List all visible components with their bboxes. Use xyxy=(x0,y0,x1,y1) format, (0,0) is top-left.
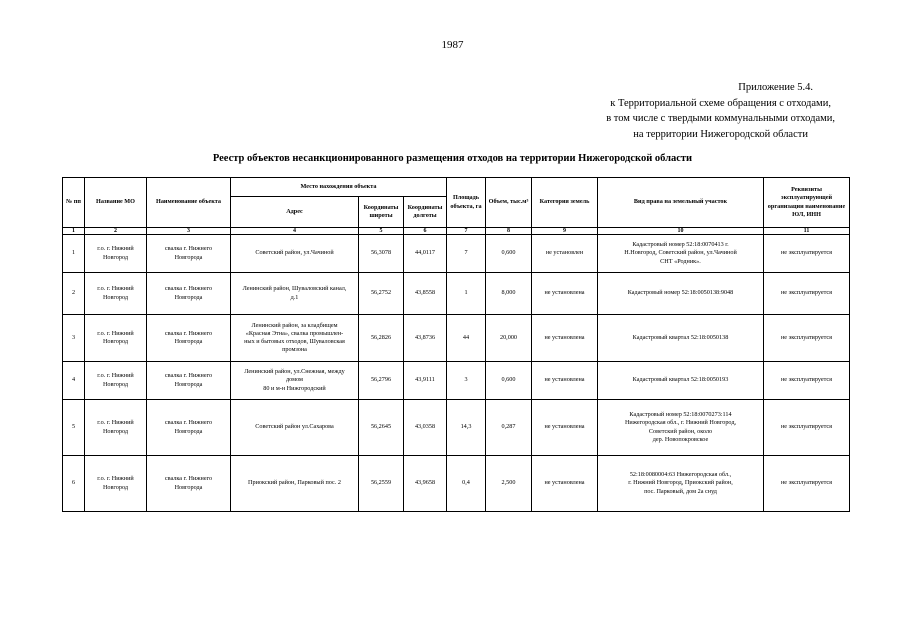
cell-line: 80 и м-н Нижгородский xyxy=(263,384,326,392)
column-number: 4 xyxy=(231,228,359,235)
cell-lat: 56,2752 xyxy=(359,273,404,315)
cell-operator: не эксплуатируется xyxy=(764,456,850,512)
header-object: Наименование объекта xyxy=(147,178,231,228)
cell-category: не установлена xyxy=(532,400,598,456)
cell-line: свалка г. Нижнего xyxy=(164,372,213,380)
cell-line: Советский район, около xyxy=(648,427,713,435)
column-number: 5 xyxy=(359,228,404,235)
cell-lat: 56,2559 xyxy=(359,456,404,512)
appendix-line: в том числе с твердыми коммунальными отходами, xyxy=(606,113,835,124)
cell-line: Новгород xyxy=(102,483,129,491)
cell-line: г. Нижний Новгород, Приокский район, xyxy=(628,479,733,487)
cell-line: Нижегородская обл., г. Нижний Новгород, xyxy=(624,419,737,427)
column-number: 7 xyxy=(447,228,486,235)
appendix-line: Приложение 5.4. xyxy=(738,82,813,93)
cell-mo xyxy=(85,273,147,315)
cell-operator: не эксплуатируется xyxy=(764,273,850,315)
cell-line: Новгород xyxy=(102,293,129,301)
cell-line: Ленинский район, за кладбищем xyxy=(251,321,338,329)
cell-line: Кадастровый номер 52:18:0050138:9048 xyxy=(627,289,734,297)
cell-num: 5 xyxy=(63,400,85,456)
cell-lat: 56,3078 xyxy=(359,235,404,273)
cell-object xyxy=(147,273,231,315)
cell-line: Советский район ул.Сахарова xyxy=(255,423,334,431)
appendix-heading xyxy=(606,80,835,142)
cell-line: Новгорода xyxy=(174,380,203,388)
header-num: № пп xyxy=(63,178,85,228)
cell-volume: 0,287 xyxy=(486,400,532,456)
header-lat: Координаты широты xyxy=(359,197,404,228)
cell-operator: не эксплуатируется xyxy=(764,235,850,273)
column-number: 2 xyxy=(85,228,147,235)
cell-num: 1 xyxy=(63,235,85,273)
cell-rights xyxy=(598,235,764,273)
cell-line: д.1 xyxy=(290,293,299,301)
column-number: 9 xyxy=(532,228,598,235)
column-number-row xyxy=(63,228,850,235)
cell-line: Новгорода xyxy=(174,293,203,301)
cell-mo xyxy=(85,400,147,456)
cell-volume: 0,600 xyxy=(486,235,532,273)
appendix-line: на территории Нижегородской области xyxy=(633,128,808,140)
cell-volume: 2,500 xyxy=(486,456,532,512)
cell-num: 6 xyxy=(63,456,85,512)
cell-address xyxy=(231,315,359,362)
cell-address xyxy=(231,456,359,512)
cell-category: не установлена xyxy=(532,456,598,512)
cell-address xyxy=(231,362,359,400)
cell-area: 0,4 xyxy=(447,456,486,512)
cell-address xyxy=(231,273,359,315)
cell-line: 52:18:0080004:63 Нижегородская обл., xyxy=(629,471,732,479)
cell-object xyxy=(147,400,231,456)
cell-line: Кадастровый номер 52:18:0070273:114 xyxy=(629,411,732,419)
cell-line: свалка г. Нижнего xyxy=(164,329,213,337)
cell-mo xyxy=(85,315,147,362)
page-number: 1987 xyxy=(441,39,464,51)
table-row xyxy=(63,273,850,315)
cell-lon: 43,8736 xyxy=(404,315,447,362)
header-address: Адрес xyxy=(231,197,359,228)
cell-line: г.о. г. Нижний xyxy=(97,475,134,483)
cell-volume: 8,000 xyxy=(486,273,532,315)
cell-line: Новгорода xyxy=(174,338,203,345)
cell-line: г.о. г. Нижний xyxy=(97,285,134,293)
column-number: 11 xyxy=(764,228,850,235)
cell-line: промзона xyxy=(282,346,307,354)
cell-category: не установлена xyxy=(532,362,598,400)
cell-mo xyxy=(85,362,147,400)
cell-line: Кадастровый квартал 52:18:0050193 xyxy=(632,376,729,384)
cell-object xyxy=(147,315,231,362)
cell-line: Кадастровый квартал 52:18:0050138 xyxy=(632,333,729,341)
header-rights: Вид права на земельный участок xyxy=(598,178,764,228)
cell-line: Новгород xyxy=(102,253,129,261)
cell-line: г.о. г. Нижний xyxy=(97,245,134,253)
registry-rows xyxy=(63,235,850,512)
cell-line: ных и бытовых отходов, Шуваловская xyxy=(244,338,345,345)
cell-num: 3 xyxy=(63,315,85,362)
cell-rights xyxy=(598,362,764,400)
cell-line: пос. Парковый, дом 2а снуд xyxy=(644,487,717,495)
header-lon: Координаты долготы xyxy=(404,197,447,228)
cell-num: 2 xyxy=(63,273,85,315)
cell-lon: 43,9111 xyxy=(404,362,447,400)
cell-line: Приокский район, Парковый пос. 2 xyxy=(248,479,341,487)
header-location: Место нахождения объекта xyxy=(231,178,447,197)
header-mo: Название МО xyxy=(85,178,147,228)
cell-mo xyxy=(85,235,147,273)
cell-operator: не эксплуатируется xyxy=(764,362,850,400)
header-operator: Реквизиты эксплуатирующей организации наименование ЮЛ, ИНН xyxy=(764,178,850,228)
cell-lat: 56,2796 xyxy=(359,362,404,400)
cell-line: свалка г. Нижнего xyxy=(164,419,213,427)
cell-line: Ленинский район, Шуваловский канал, xyxy=(242,285,347,293)
cell-lon: 43,8558 xyxy=(404,273,447,315)
cell-line: Новгорода xyxy=(174,253,203,261)
cell-line: г.о. г. Нижний xyxy=(97,372,134,380)
table-row xyxy=(63,400,850,456)
cell-line: домом xyxy=(286,376,303,384)
column-number: 6 xyxy=(404,228,447,235)
cell-area: 7 xyxy=(447,235,486,273)
cell-mo xyxy=(85,456,147,512)
cell-rights xyxy=(598,273,764,315)
cell-area: 1 xyxy=(447,273,486,315)
column-number: 1 xyxy=(63,228,85,235)
cell-line: Ленинский район, ул.Снежная, между xyxy=(244,368,345,376)
cell-category: не установлена xyxy=(532,273,598,315)
cell-line: Новгород xyxy=(102,338,129,345)
cell-operator: не эксплуатируется xyxy=(764,400,850,456)
appendix-line: к Территориальной схеме обращения с отходами, xyxy=(610,97,831,109)
cell-lat: 56,2645 xyxy=(359,400,404,456)
table-row xyxy=(63,456,850,512)
cell-area: 14,3 xyxy=(447,400,486,456)
column-number: 10 xyxy=(598,228,764,235)
cell-line: г.о. г. Нижний xyxy=(97,419,134,427)
registry-table xyxy=(62,177,850,512)
cell-line: «Красная Этна», свалка промышлен- xyxy=(245,329,344,337)
cell-category: не установлена xyxy=(532,315,598,362)
cell-line: СНТ «Родник». xyxy=(660,257,701,265)
cell-line: Новгород xyxy=(102,380,129,388)
cell-lon: 43,0358 xyxy=(404,400,447,456)
cell-address xyxy=(231,400,359,456)
cell-rights xyxy=(598,315,764,362)
column-number: 8 xyxy=(486,228,532,235)
table-row xyxy=(63,235,850,273)
cell-object xyxy=(147,456,231,512)
cell-operator: не эксплуатируется xyxy=(764,315,850,362)
cell-line: свалка г. Нижнего xyxy=(164,285,213,293)
cell-area: 44 xyxy=(447,315,486,362)
cell-line: Советский район, ул.Чачиной xyxy=(255,249,334,257)
cell-volume: 20,000 xyxy=(486,315,532,362)
cell-line: свалка г. Нижнего xyxy=(164,245,213,253)
cell-volume: 0,600 xyxy=(486,362,532,400)
document-title: Реестр объектов несанкционированного размещения отходов на территории Нижегородской области xyxy=(212,153,693,164)
cell-line: Кадастровый номер 52:18:0070413 г. xyxy=(632,241,729,249)
cell-num: 4 xyxy=(63,362,85,400)
cell-rights xyxy=(598,456,764,512)
cell-lon: 43,9658 xyxy=(404,456,447,512)
column-number: 3 xyxy=(147,228,231,235)
cell-lat: 56,2826 xyxy=(359,315,404,362)
cell-line: Новгорода xyxy=(174,427,203,435)
cell-line: дер. Новопокровское xyxy=(652,435,709,443)
cell-address xyxy=(231,235,359,273)
cell-area: 3 xyxy=(447,362,486,400)
header-area: Площадь объекта, га xyxy=(447,178,486,228)
cell-object xyxy=(147,235,231,273)
cell-line: г.о. г. Нижний xyxy=(97,329,134,337)
cell-line: Новгород xyxy=(102,427,129,435)
cell-category: не установлен xyxy=(532,235,598,273)
header-volume: Объем, тыс.м³ xyxy=(486,178,532,228)
cell-line: Н.Новгород, Советский район, ул.Чачиной xyxy=(624,249,737,257)
cell-line: свалка г. Нижнего xyxy=(164,475,213,483)
table-row xyxy=(63,362,850,400)
cell-lon: 44,0117 xyxy=(404,235,447,273)
table-row xyxy=(63,315,850,362)
cell-line: Новгорода xyxy=(174,483,203,491)
header-category: Категория земель xyxy=(532,178,598,228)
cell-rights xyxy=(598,400,764,456)
cell-object xyxy=(147,362,231,400)
